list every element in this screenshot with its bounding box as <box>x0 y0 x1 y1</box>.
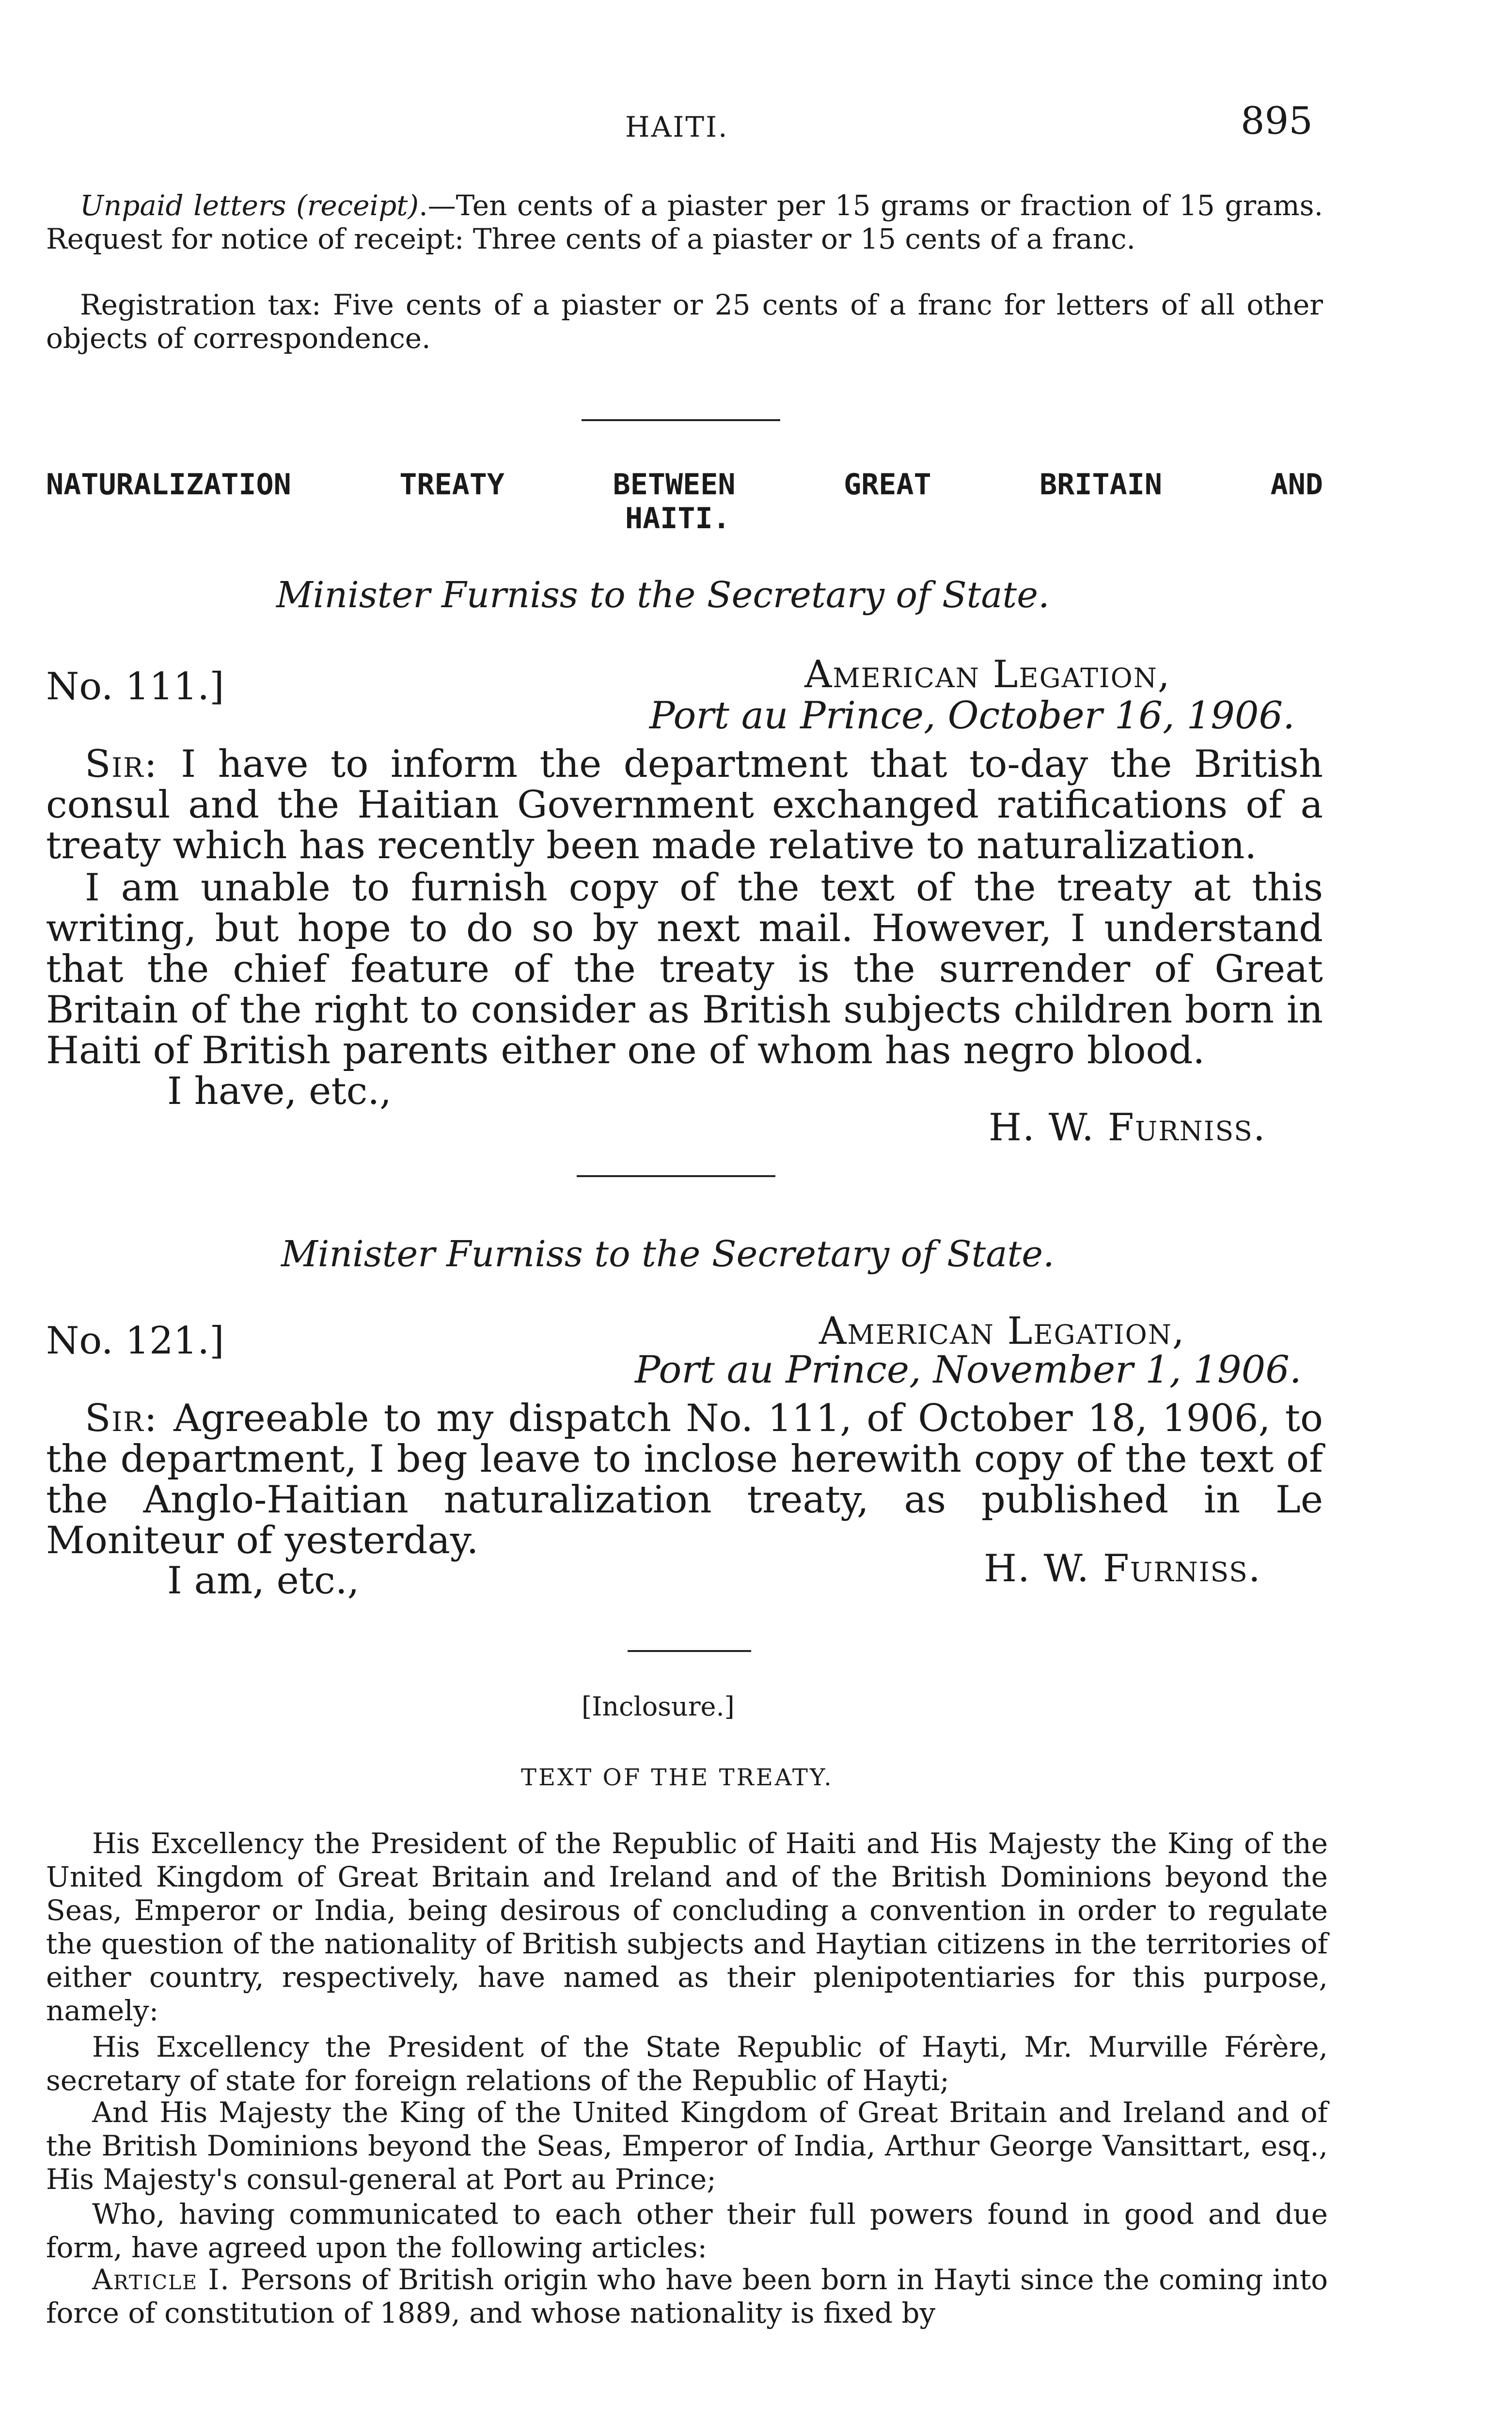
section-title-line1 <box>46 468 1323 502</box>
title-word: BETWEEN <box>613 468 736 502</box>
article-label: Article I. <box>92 2263 241 2296</box>
section-divider-2 <box>577 1175 775 1177</box>
title-word: NATURALIZATION <box>46 468 291 502</box>
letter2-paragraph-1 <box>46 1398 1323 1561</box>
letter1-place-date: Port au Prince, October 16, 1906. <box>649 694 1295 738</box>
salutation: Sir: <box>85 1397 174 1440</box>
title-word: AND <box>1270 468 1323 502</box>
unpaid-letters-label: Unpaid letters (receipt) <box>80 189 419 222</box>
letter2-signature: H. W. Furniss. <box>984 1547 1261 1590</box>
letter2-number: No. 121.] <box>46 1319 224 1363</box>
section-title-line2: HAITI. <box>625 502 730 535</box>
letter2-sender: American Legation, <box>819 1309 1185 1353</box>
treaty-plenipotentiary-britain: And His Majesty the King of the United Kingdom of Great Britain and Ireland and of the British Dominions beyond the Seas, Emperor of India, Arthur George Vansittart, esq., His Majesty's consul-general at Port au Prince; <box>46 2096 1328 2196</box>
paragraph-text: I have to inform the department that to-day the British consul and the Haitian Government exchanged ratifications of a treaty which has recently been made relative to naturalization. <box>46 742 1323 867</box>
running-head: HAITI. <box>625 110 729 143</box>
letter2-closing: I am, etc., <box>167 1559 360 1603</box>
letter1-paragraph-2: I am unable to furnish copy of the text of the treaty at this writing, but hope to do so by next mail. However, I understand that the chief feature of the treaty is the surrender of Great Britain of the right to consider as British subjects children born in Haiti of British parents either one of whom has negro blood. <box>46 866 1323 1072</box>
treaty-text-heading: TEXT OF THE TREATY. <box>521 1764 834 1791</box>
salutation: Sir: <box>85 742 181 786</box>
letter1-signature: H. W. Furniss. <box>989 1106 1266 1149</box>
title-word: BRITAIN <box>1040 468 1163 502</box>
treaty-plenipotentiary-haiti: His Excellency the President of the State Republic of Hayti, Mr. Murville Férère, secretary of state for foreign relations of the Republic of Hayti; <box>46 2030 1328 2097</box>
treaty-full-powers: Who, having communicated to each other their full powers found in good and due form, have agreed upon the following articles: <box>46 2198 1328 2264</box>
letter1-sender: American Legation, <box>804 653 1171 696</box>
title-word: TREATY <box>399 468 505 502</box>
letter1-paragraph-1 <box>46 744 1323 866</box>
postal-rates-registration: Registration tax: Five cents of a piaster or 25 cents of a franc for letters of all other objects of correspondence. <box>46 288 1323 355</box>
letter1-number: No. 111.] <box>46 665 224 708</box>
letter1-closing: I have, etc., <box>167 1070 392 1113</box>
letter2-heading: Minister Furniss to the Secretary of State. <box>281 1233 1055 1275</box>
section-divider-1 <box>582 419 780 421</box>
paragraph-text: Agreeable to my dispatch No. 111, of October 18, 1906, to the department, I beg leave to inclose herewith copy of the text of the Anglo-Haitian naturalization treaty, as published in Le Moniteur of yesterday. <box>46 1397 1323 1562</box>
postal-rates-unpaid <box>46 189 1323 256</box>
treaty-preamble: His Excellency the President of the Republic of Haiti and His Majesty the King of the United Kingdom of Great Britain and Ireland and of the British Dominions beyond the Seas, Emperor or India, being desirous of concluding a convention in order to regulate the question of the nationality of British subjects and Haytian citizens in the territories of either country, respectively, have named as their plenipotentiaries for this purpose, namely: <box>46 1827 1328 2027</box>
article-text: Persons of British origin who have been born in Hayti since the coming into force of constitution of 1889, and whose nationality is fixed by <box>46 2263 1328 2329</box>
letter1-heading: Minister Furniss to the Secretary of State. <box>276 574 1050 616</box>
treaty-article-1 <box>46 2263 1328 2330</box>
inclosure-label: [Inclosure.] <box>582 1691 735 1722</box>
section-divider-3 <box>628 1650 751 1652</box>
page-number: 895 <box>1241 99 1313 143</box>
letter2-place-date: Port au Prince, November 1, 1906. <box>635 1348 1302 1392</box>
title-word: GREAT <box>844 468 931 502</box>
unpaid-letters-text: .—Ten cents of a piaster per 15 grams or fraction of 15 grams. Request for notice of receipt: Three cents of a piaster or 15 cents of a franc. <box>46 189 1323 255</box>
